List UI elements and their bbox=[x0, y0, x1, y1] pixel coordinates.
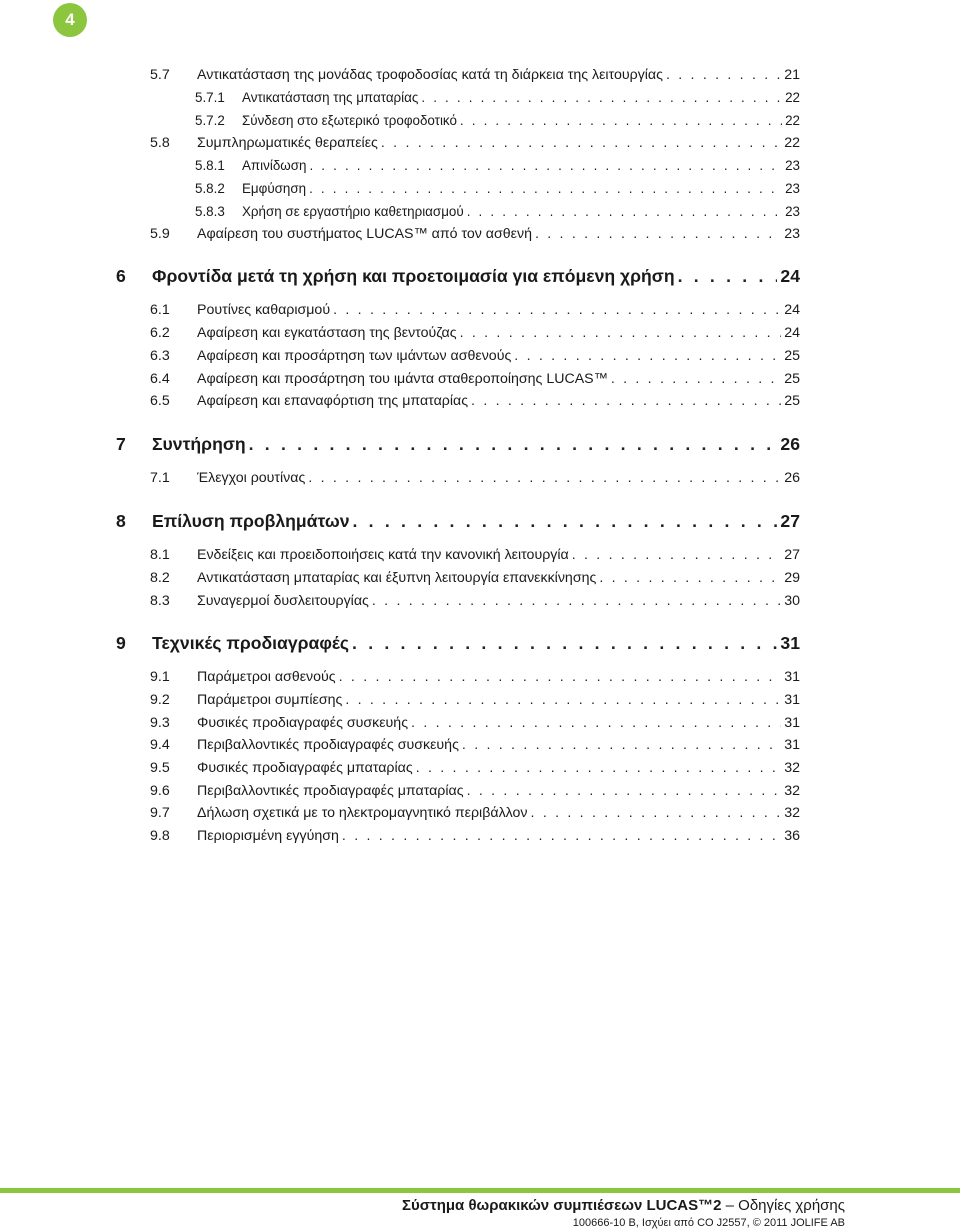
toc-entry-number: 6.4 bbox=[150, 371, 170, 387]
toc-entry-title: Συμπληρωματικές θεραπείες bbox=[197, 135, 378, 151]
toc-section-entry[interactable] bbox=[150, 567, 800, 589]
toc-entry-number: 5.8.1 bbox=[195, 158, 225, 173]
toc-dot-leader bbox=[514, 345, 781, 367]
toc-entry-page: 31 bbox=[784, 715, 800, 731]
toc-section-entry[interactable] bbox=[150, 390, 800, 412]
toc-entry-title: Φροντίδα μετά τη χρήση και προετοιμασία για επόμενη χρήση bbox=[152, 266, 675, 286]
toc-entry-number: 9.6 bbox=[150, 783, 170, 799]
toc-entry-title: Φυσικές προδιαγραφές μπαταρίας bbox=[197, 760, 413, 776]
toc-entry-page: 27 bbox=[780, 511, 800, 531]
toc-entry-number: 5.7 bbox=[150, 67, 170, 83]
toc-entry-page: 24 bbox=[784, 302, 800, 318]
toc-section-entry[interactable] bbox=[195, 110, 800, 132]
toc-section-entry[interactable] bbox=[150, 780, 800, 802]
toc-entry-page: 30 bbox=[784, 593, 800, 609]
toc-dot-leader bbox=[421, 87, 782, 109]
toc-entry-number: 9.8 bbox=[150, 828, 170, 844]
toc-entry-number: 6.1 bbox=[150, 302, 170, 318]
toc-dot-leader bbox=[471, 390, 781, 412]
toc-dot-leader bbox=[333, 299, 781, 321]
toc-entry-title: Παράμετροι ασθενούς bbox=[197, 669, 336, 685]
toc-entry-title: Απινίδωση bbox=[242, 158, 307, 173]
toc-entry-title: Αφαίρεση και επαναφόρτιση της μπαταρίας bbox=[197, 393, 469, 409]
toc-entry-number: 9.1 bbox=[150, 669, 170, 685]
toc-entry-number: 9.3 bbox=[150, 715, 170, 731]
toc-dot-leader bbox=[572, 544, 781, 566]
toc-entry-title: Αντικατάσταση της μπαταρίας bbox=[242, 90, 419, 105]
toc-entry-number: 8 bbox=[116, 511, 126, 531]
toc-entry-number: 9.4 bbox=[150, 737, 170, 753]
toc-entry-page: 22 bbox=[785, 90, 800, 105]
toc-entry-title: Τεχνικές προδιαγραφές bbox=[152, 633, 350, 653]
toc-entry-page: 31 bbox=[784, 692, 800, 708]
toc-entry-page: 32 bbox=[784, 805, 800, 821]
toc-entry-number: 6.3 bbox=[150, 348, 170, 364]
toc-entry-number: 9.5 bbox=[150, 760, 170, 776]
toc-section-entry[interactable] bbox=[195, 87, 800, 109]
toc-section-entry[interactable] bbox=[150, 666, 800, 688]
toc-entry-number: 5.8.2 bbox=[195, 181, 225, 196]
toc-section-entry[interactable] bbox=[150, 132, 800, 154]
toc-dot-leader bbox=[535, 223, 781, 245]
toc-entry-page: 36 bbox=[784, 828, 800, 844]
toc-section-entry[interactable] bbox=[150, 368, 800, 390]
toc-entry-number: 7.1 bbox=[150, 470, 170, 486]
toc-chapter-entry[interactable] bbox=[116, 508, 800, 534]
toc-dot-leader bbox=[342, 825, 781, 847]
toc-dot-leader bbox=[309, 178, 782, 200]
toc-entry-title: Περιβαλλοντικές προδιαγραφές συσκευής bbox=[197, 737, 459, 753]
toc-dot-leader bbox=[460, 322, 782, 344]
toc-dot-leader bbox=[467, 201, 782, 223]
toc-dot-leader bbox=[308, 467, 781, 489]
toc-entry-page: 25 bbox=[784, 348, 800, 364]
toc-entry-number: 8.1 bbox=[150, 547, 170, 563]
toc-entry-page: 23 bbox=[784, 226, 800, 242]
toc-entry-page: 23 bbox=[785, 158, 800, 173]
toc-dot-leader bbox=[666, 64, 781, 86]
toc-entry-page: 27 bbox=[784, 547, 800, 563]
toc-dot-leader bbox=[599, 567, 781, 589]
toc-entry-page: 25 bbox=[784, 393, 800, 409]
toc-section-entry[interactable] bbox=[150, 544, 800, 566]
toc-entry-title: Ενδείξεις και προειδοποιήσεις κατά την κανονική λειτουργία bbox=[197, 547, 569, 563]
toc-entry-title: Περιβαλλοντικές προδιαγραφές μπαταρίας bbox=[197, 783, 464, 799]
toc-section-entry[interactable] bbox=[150, 345, 800, 367]
toc-dot-leader bbox=[339, 666, 782, 688]
toc-entry-title: Σύνδεση στο εξωτερικό τροφοδοτικό bbox=[242, 113, 457, 128]
toc-entry-number: 9 bbox=[116, 633, 126, 653]
toc-entry-title: Συντήρηση bbox=[152, 434, 246, 454]
toc-entry-number: 5.7.2 bbox=[195, 113, 225, 128]
toc-dot-leader bbox=[309, 155, 782, 177]
toc-entry-title: Αντικατάσταση μπαταρίας και έξυπνη λειτουργία επανεκκίνησης bbox=[197, 570, 597, 586]
toc-dot-leader bbox=[352, 630, 777, 656]
toc-entry-page: 24 bbox=[784, 325, 800, 341]
toc-entry-page: 23 bbox=[785, 204, 800, 219]
toc-dot-leader bbox=[372, 590, 781, 612]
toc-dot-leader bbox=[611, 368, 781, 390]
footer-doc-type: – Οδηγίες χρήσης bbox=[721, 1197, 845, 1214]
toc-section-entry[interactable] bbox=[150, 757, 800, 779]
toc-section-entry[interactable] bbox=[150, 467, 800, 489]
toc-entry-page: 29 bbox=[784, 570, 800, 586]
toc-entry-title: Αφαίρεση και προσάρτηση των ιμάντων ασθενούς bbox=[197, 348, 512, 364]
page-number-badge: 4 bbox=[53, 3, 87, 37]
toc-dot-leader bbox=[345, 689, 781, 711]
toc-entry-title: Ρουτίνες καθαρισμού bbox=[197, 302, 331, 318]
toc-entry-title: Περιορισμένη εγγύηση bbox=[197, 828, 339, 844]
toc-dot-leader bbox=[531, 802, 782, 824]
toc-entry-title: Αντικατάσταση της μονάδας τροφοδοσίας κατά τη διάρκεια της λειτουργίας bbox=[197, 67, 663, 83]
toc-chapter-entry[interactable] bbox=[116, 630, 800, 656]
toc-entry-page: 31 bbox=[780, 633, 800, 653]
toc-entry-number: 7 bbox=[116, 434, 126, 454]
toc-entry-number: 8.2 bbox=[150, 570, 170, 586]
toc-entry-title: Εμφύσηση bbox=[242, 181, 307, 196]
toc-dot-leader bbox=[460, 110, 782, 132]
footer-document-title bbox=[402, 1196, 845, 1216]
toc-entry-page: 31 bbox=[784, 737, 800, 753]
toc-entry-number: 5.7.1 bbox=[195, 90, 225, 105]
toc-section-entry[interactable] bbox=[150, 802, 800, 824]
toc-entry-page: 21 bbox=[784, 67, 800, 83]
toc-entry-title: Φυσικές προδιαγραφές συσκευής bbox=[197, 715, 409, 731]
toc-entry-title: Χρήση σε εργαστήριο καθετηριασμού bbox=[242, 204, 464, 219]
toc-entry-page: 23 bbox=[785, 181, 800, 196]
toc-dot-leader bbox=[249, 431, 778, 457]
toc-entry-title: Επίλυση προβλημάτων bbox=[152, 511, 350, 531]
toc-entry-number: 9.7 bbox=[150, 805, 170, 821]
toc-entry-title: Έλεγχοι ρουτίνας bbox=[197, 470, 306, 486]
toc-section-entry[interactable] bbox=[150, 689, 800, 711]
toc-entry-page: 26 bbox=[780, 434, 800, 454]
toc-section-entry[interactable] bbox=[150, 299, 800, 321]
toc-dot-leader bbox=[411, 712, 781, 734]
toc-entry-number: 6.5 bbox=[150, 393, 170, 409]
toc-chapter-entry[interactable] bbox=[116, 431, 800, 457]
toc-entry-page: 32 bbox=[784, 760, 800, 776]
footer-rule bbox=[0, 1188, 960, 1193]
toc-dot-leader bbox=[352, 508, 777, 534]
toc-entry-number: 8.3 bbox=[150, 593, 170, 609]
toc-section-entry[interactable] bbox=[150, 590, 800, 612]
toc-entry-page: 22 bbox=[785, 113, 800, 128]
toc-entry-number: 6 bbox=[116, 266, 126, 286]
toc-entry-number: 5.9 bbox=[150, 226, 170, 242]
toc-section-entry[interactable] bbox=[195, 201, 800, 223]
toc-dot-leader bbox=[416, 757, 782, 779]
toc-entry-page: 26 bbox=[784, 470, 800, 486]
toc-dot-leader bbox=[467, 780, 782, 802]
toc-entry-page: 22 bbox=[784, 135, 800, 151]
toc-section-entry[interactable] bbox=[150, 712, 800, 734]
toc-entry-number: 9.2 bbox=[150, 692, 170, 708]
toc-entry-number: 6.2 bbox=[150, 325, 170, 341]
toc-entry-title: Συναγερμοί δυσλειτουργίας bbox=[197, 593, 369, 609]
toc-entry-page: 25 bbox=[784, 371, 800, 387]
toc-entry-number: 5.8 bbox=[150, 135, 170, 151]
toc-section-entry[interactable] bbox=[150, 64, 800, 86]
footer-revision-info: 100666-10 B, Ισχύει από CO J2557, © 2011 JOLIFE AB bbox=[572, 1217, 845, 1229]
toc-entry-number: 5.8.3 bbox=[195, 204, 225, 219]
footer-product-name: Σύστημα θωρακικών συμπιέσεων LUCAS™2 bbox=[402, 1197, 722, 1214]
toc-section-entry[interactable] bbox=[195, 178, 800, 200]
toc-dot-leader bbox=[678, 263, 778, 289]
toc-dot-leader bbox=[381, 132, 781, 154]
toc-entry-page: 31 bbox=[784, 669, 800, 685]
toc-entry-title: Αφαίρεση του συστήματος LUCAS™ από τον ασθενή bbox=[197, 226, 532, 242]
toc-section-entry[interactable] bbox=[150, 734, 800, 756]
toc-section-entry[interactable] bbox=[195, 155, 800, 177]
toc-dot-leader bbox=[462, 734, 781, 756]
toc-section-entry[interactable] bbox=[150, 223, 800, 245]
toc-entry-title: Παράμετροι συμπίεσης bbox=[197, 692, 343, 708]
toc-entry-title: Αφαίρεση και εγκατάσταση της βεντούζας bbox=[197, 325, 457, 341]
toc-section-entry[interactable] bbox=[150, 825, 800, 847]
toc-entry-title: Αφαίρεση και προσάρτηση του ιμάντα σταθεροποίησης LUCAS™ bbox=[197, 371, 608, 387]
toc-chapter-entry[interactable] bbox=[116, 263, 800, 289]
toc-section-entry[interactable] bbox=[150, 322, 800, 344]
toc-entry-title: Δήλωση σχετικά με το ηλεκτρομαγνητικό περιβάλλον bbox=[197, 805, 528, 821]
toc-entry-page: 24 bbox=[780, 266, 800, 286]
toc-entry-page: 32 bbox=[784, 783, 800, 799]
